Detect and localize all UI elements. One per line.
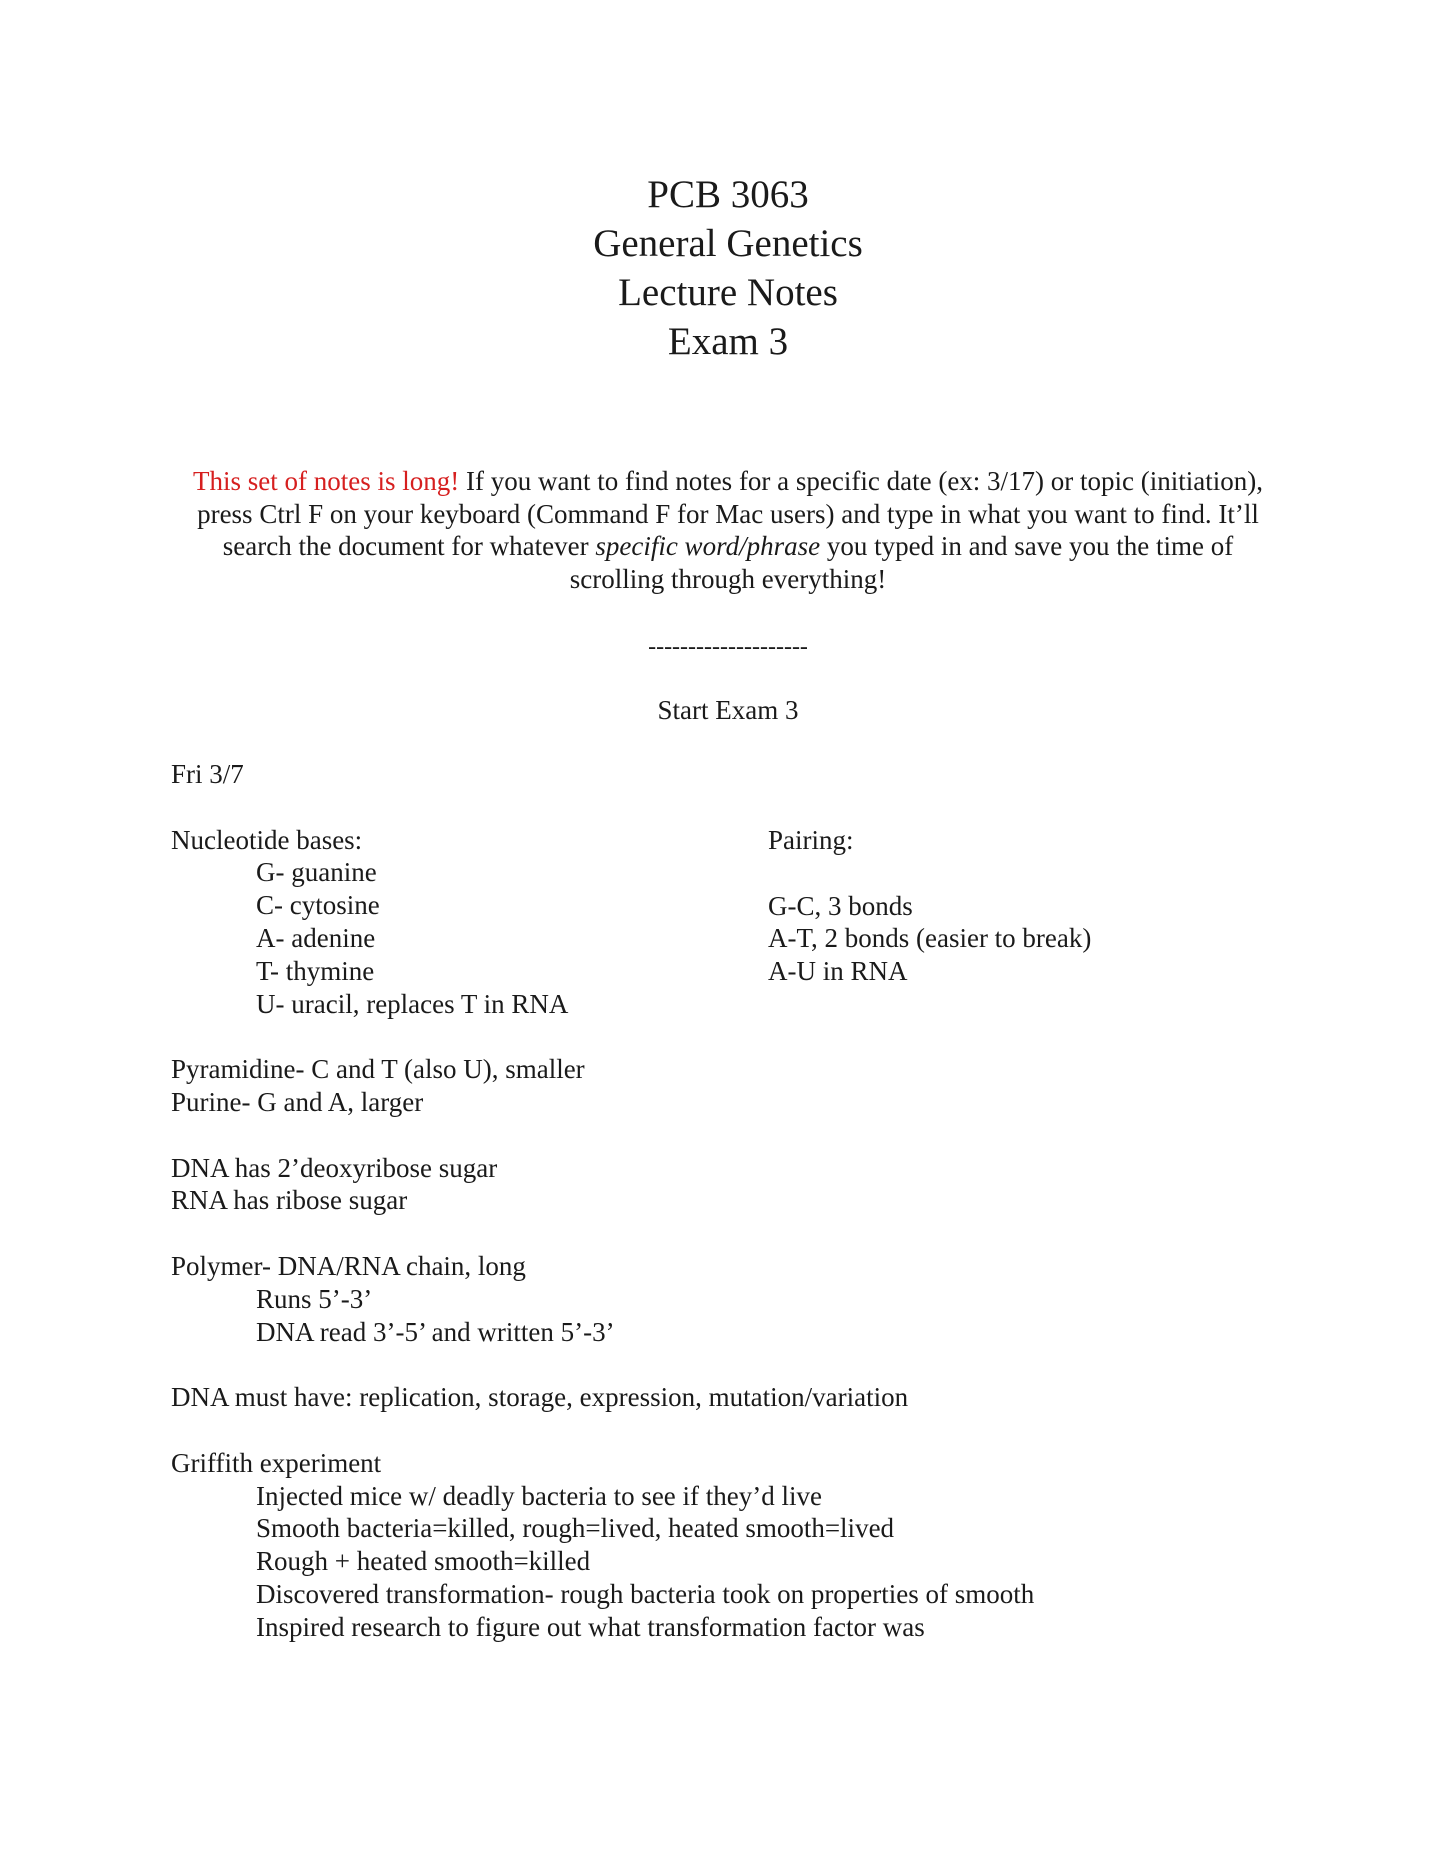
list-item: G- guanine bbox=[256, 857, 377, 888]
griffith-heading: Griffith experiment bbox=[171, 1447, 382, 1478]
pairing-heading: Pairing: bbox=[768, 825, 854, 855]
intro-paragraph bbox=[175, 465, 1281, 595]
document-title bbox=[0, 170, 1456, 366]
list-item: Smooth bacteria=killed, rough=lived, heated smooth=lived bbox=[256, 1513, 895, 1544]
course-name: General Genetics bbox=[593, 222, 863, 265]
list-item: Rough + heated smooth=killed bbox=[256, 1546, 591, 1577]
course-code: PCB 3063 bbox=[647, 173, 809, 216]
dna-sugar-note: DNA has 2’deoxyribose sugar bbox=[171, 1152, 498, 1183]
rna-sugar-note: RNA has ribose sugar bbox=[171, 1185, 408, 1216]
polymer-note: Polymer- DNA/RNA chain, long bbox=[171, 1250, 526, 1281]
list-item: Runs 5’-3’ bbox=[256, 1283, 373, 1314]
pyramidine-note: Pyramidine- C and T (also U), smaller bbox=[171, 1054, 585, 1085]
intro-text-2: you typed in and save you the time of scrolling through everything! bbox=[569, 531, 1234, 594]
list-item: A-U in RNA bbox=[768, 956, 908, 987]
bases-heading: Nucleotide bases: bbox=[171, 824, 363, 855]
list-item: U- uracil, replaces T in RNA bbox=[256, 988, 569, 1019]
intro-text-1: If you want to find notes for a specific date (ex: 3/17) or topic (initiation), press Ctrl F on your keyboard (Command F for Mac users) and type in what you want to find. It’ll search the document for whatever bbox=[197, 466, 1263, 561]
length-warning: This set of notes is long! bbox=[193, 466, 460, 496]
dna-requirements-note: DNA must have: replication, storage, expression, mutation/variation bbox=[171, 1382, 909, 1413]
purine-note: Purine- G and A, larger bbox=[171, 1086, 424, 1117]
list-item: Discovered transformation- rough bacteria took on properties of smooth bbox=[256, 1578, 1035, 1609]
list-item: A-T, 2 bonds (easier to break) bbox=[768, 923, 1092, 954]
intro-emphasis: specific word/phrase bbox=[595, 531, 821, 561]
list-item: Inspired research to figure out what transformation factor was bbox=[256, 1611, 925, 1642]
list-item: Injected mice w/ deadly bacteria to see if they’d live bbox=[256, 1480, 822, 1511]
list-item: T- thymine bbox=[256, 955, 375, 986]
list-item: C- cytosine bbox=[256, 890, 380, 921]
pairing-column bbox=[768, 824, 1091, 988]
section-divider: -------------------- bbox=[648, 634, 808, 660]
list-item: G-C, 3 bonds bbox=[768, 890, 913, 921]
exam-label: Exam 3 bbox=[667, 320, 789, 363]
document-type: Lecture Notes bbox=[618, 271, 838, 314]
list-item: A- adenine bbox=[256, 922, 376, 953]
list-item: DNA read 3’-5’ and written 5’-3’ bbox=[256, 1316, 615, 1347]
note-date: Fri 3/7 bbox=[171, 759, 244, 789]
start-exam-heading: Start Exam 3 bbox=[657, 695, 799, 725]
